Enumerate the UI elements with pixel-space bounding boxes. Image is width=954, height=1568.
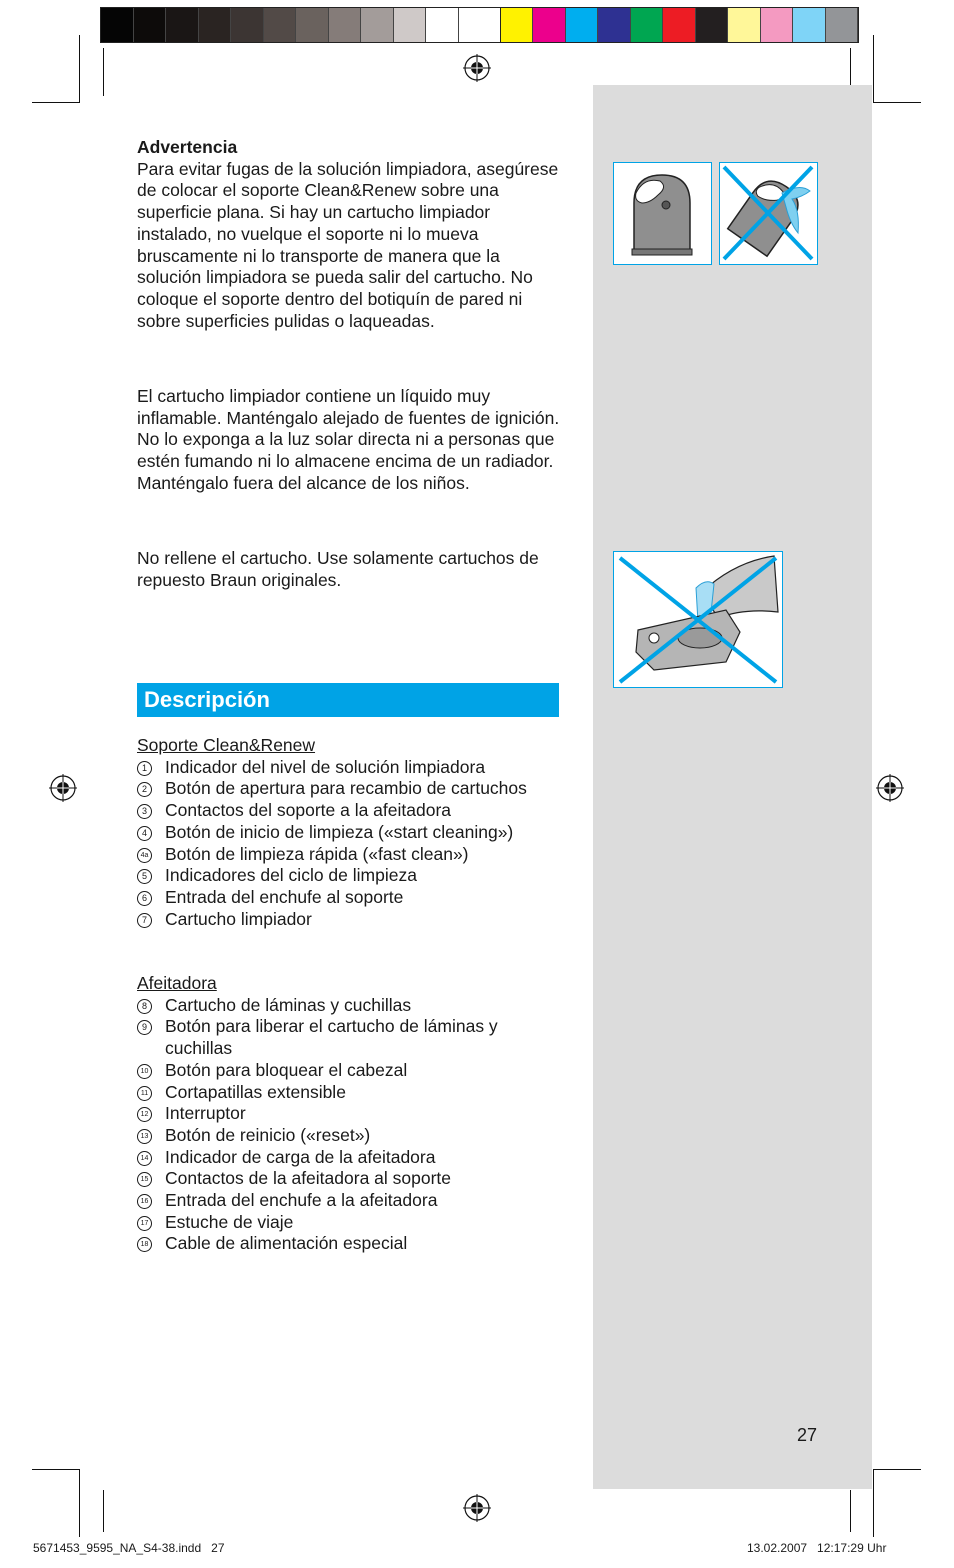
item-text: Entrada del enchufe a la afeitadora [165,1190,438,1211]
item-number-badge: 4a [137,848,152,863]
color-swatch [598,8,631,42]
station-tilted-spill-crossed-icon [719,162,818,265]
list-item [137,1082,562,1104]
item-number-badge: 15 [137,1172,152,1187]
color-swatch [166,8,199,42]
item-number-badge: 12 [137,1107,152,1122]
item-number-badge: 11 [137,1086,152,1101]
printer-color-bar [100,7,859,43]
item-number-badge: 13 [137,1129,152,1144]
list-item [137,800,562,822]
item-number-badge: 17 [137,1216,152,1231]
list-item [137,1168,562,1190]
color-swatch [361,8,394,42]
illustration-sidebar [593,85,872,1489]
item-number-badge: 2 [137,782,152,797]
list-item [137,844,562,866]
color-swatch [394,8,427,42]
item-number-badge: 9 [137,1020,152,1035]
item-text: Botón de limpieza rápida («fast clean») [165,843,469,864]
item-text: Contactos de la afeitadora al soporte [165,1168,452,1189]
item-number-badge: 6 [137,891,152,906]
color-swatch [264,8,297,42]
footer-timestamp: 13.02.2007 12:17:29 Uhr [747,1541,887,1555]
list-item [137,757,562,779]
group-title-shaver: Afeitadora [137,973,217,993]
color-swatch [761,8,794,42]
station-items [137,757,562,931]
item-text: Cartucho limpiador [165,908,312,929]
item-text: Indicador de carga de la afeitadora [165,1146,436,1167]
item-text: Contactos del soporte a la afeitadora [165,800,452,821]
color-swatch [793,8,826,42]
color-swatch [134,8,167,42]
color-swatch [728,8,761,42]
color-swatch [426,8,459,42]
item-text: Indicador del nivel de solución limpiadora [165,756,486,777]
item-number-badge: 18 [137,1237,152,1252]
color-swatch [296,8,329,42]
list-item [137,1060,562,1082]
item-number-badge: 4 [137,826,152,841]
color-swatch [663,8,696,42]
section-title: Descripción [144,687,270,712]
list-item [137,887,562,909]
item-text: Botón para liberar el cartucho de láminas y cuchillas [165,1016,498,1059]
list-item [137,778,562,800]
warning-block [137,137,562,332]
item-text: Botón para bloquear el cabezal [165,1059,408,1080]
item-text: Cable de alimentación especial [165,1233,408,1254]
item-text: Estuche de viaje [165,1211,294,1232]
item-number-badge: 8 [137,999,152,1014]
parts-list-shaver [137,973,562,1255]
item-number-badge: 5 [137,869,152,884]
color-swatch [826,8,859,42]
item-text: Indicadores del ciclo de limpieza [165,865,417,886]
item-text: Interruptor [165,1103,246,1124]
item-text: Cartucho de láminas y cuchillas [165,994,412,1015]
list-item [137,1212,562,1234]
color-swatch [329,8,362,42]
shaver-items [137,995,562,1255]
color-swatch [231,8,264,42]
color-swatch [533,8,566,42]
list-item [137,1190,562,1212]
item-text: Entrada del enchufe al soporte [165,886,404,907]
registration-mark-left [49,774,77,802]
list-item [137,1147,562,1169]
group-title-station: Soporte Clean&Renew [137,735,316,755]
item-number-badge: 16 [137,1194,152,1209]
page-number: 27 [797,1425,818,1445]
color-swatch [631,8,664,42]
warning-text: Para evitar fugas de la solución limpiadora, asegúrese de colocar el soporte Clean&Renew sobre una superficie plana. Si hay un cartucho limpiador instalado, no vuelque el soporte ni lo mueva bruscamente ni lo transporte de manera que la solución limpiadora se pueda salir del cartucho. No coloque el soporte dentro del botiquín de pared ni sobre superficies pulidas o laqueadas. [137,158,559,331]
item-number-badge: 14 [137,1151,152,1166]
flammable-paragraph: El cartucho limpiador contiene un líquido muy inflamable. Manténgalo alejado de fuentes de ignición. No lo exponga a la luz solar directa ni a personas que estén fumando ni lo almacene encima de un radiador. Manténgalo fuera del alcance de los niños. [137,386,560,493]
item-number-badge: 7 [137,913,152,928]
registration-mark-right [876,774,904,802]
refill-pouring-crossed-icon [613,551,783,688]
item-text: Botón de reinicio («reset») [165,1124,371,1145]
station-upright-icon [613,162,712,265]
item-number-badge: 1 [137,761,152,776]
color-bar-gap [459,8,501,42]
item-number-badge: 10 [137,1064,152,1079]
item-text: Botón de inicio de limpieza («start cleaning») [165,821,514,842]
color-swatch [101,8,134,42]
warning-heading: Advertencia [137,137,238,157]
list-item [137,909,562,931]
color-swatch [501,8,534,42]
list-item [137,865,562,887]
color-swatch [696,8,729,42]
registration-mark-top [463,54,491,82]
footer-file-info: 5671453_9595_NA_S4-38.indd 27 [33,1541,225,1555]
list-item [137,1233,562,1255]
list-item [137,1103,562,1125]
item-text: Cortapatillas extensible [165,1081,346,1102]
list-item [137,1125,562,1147]
item-number-badge: 3 [137,804,152,819]
parts-list-station [137,735,562,930]
list-item [137,1016,562,1059]
list-item [137,822,562,844]
item-text: Botón de apertura para recambio de cartuchos [165,778,527,799]
color-swatch [566,8,599,42]
color-swatch [199,8,232,42]
registration-mark-bottom [463,1494,491,1522]
list-item [137,995,562,1017]
refill-paragraph: No rellene el cartucho. Use solamente cartuchos de repuesto Braun originales. [137,548,539,590]
